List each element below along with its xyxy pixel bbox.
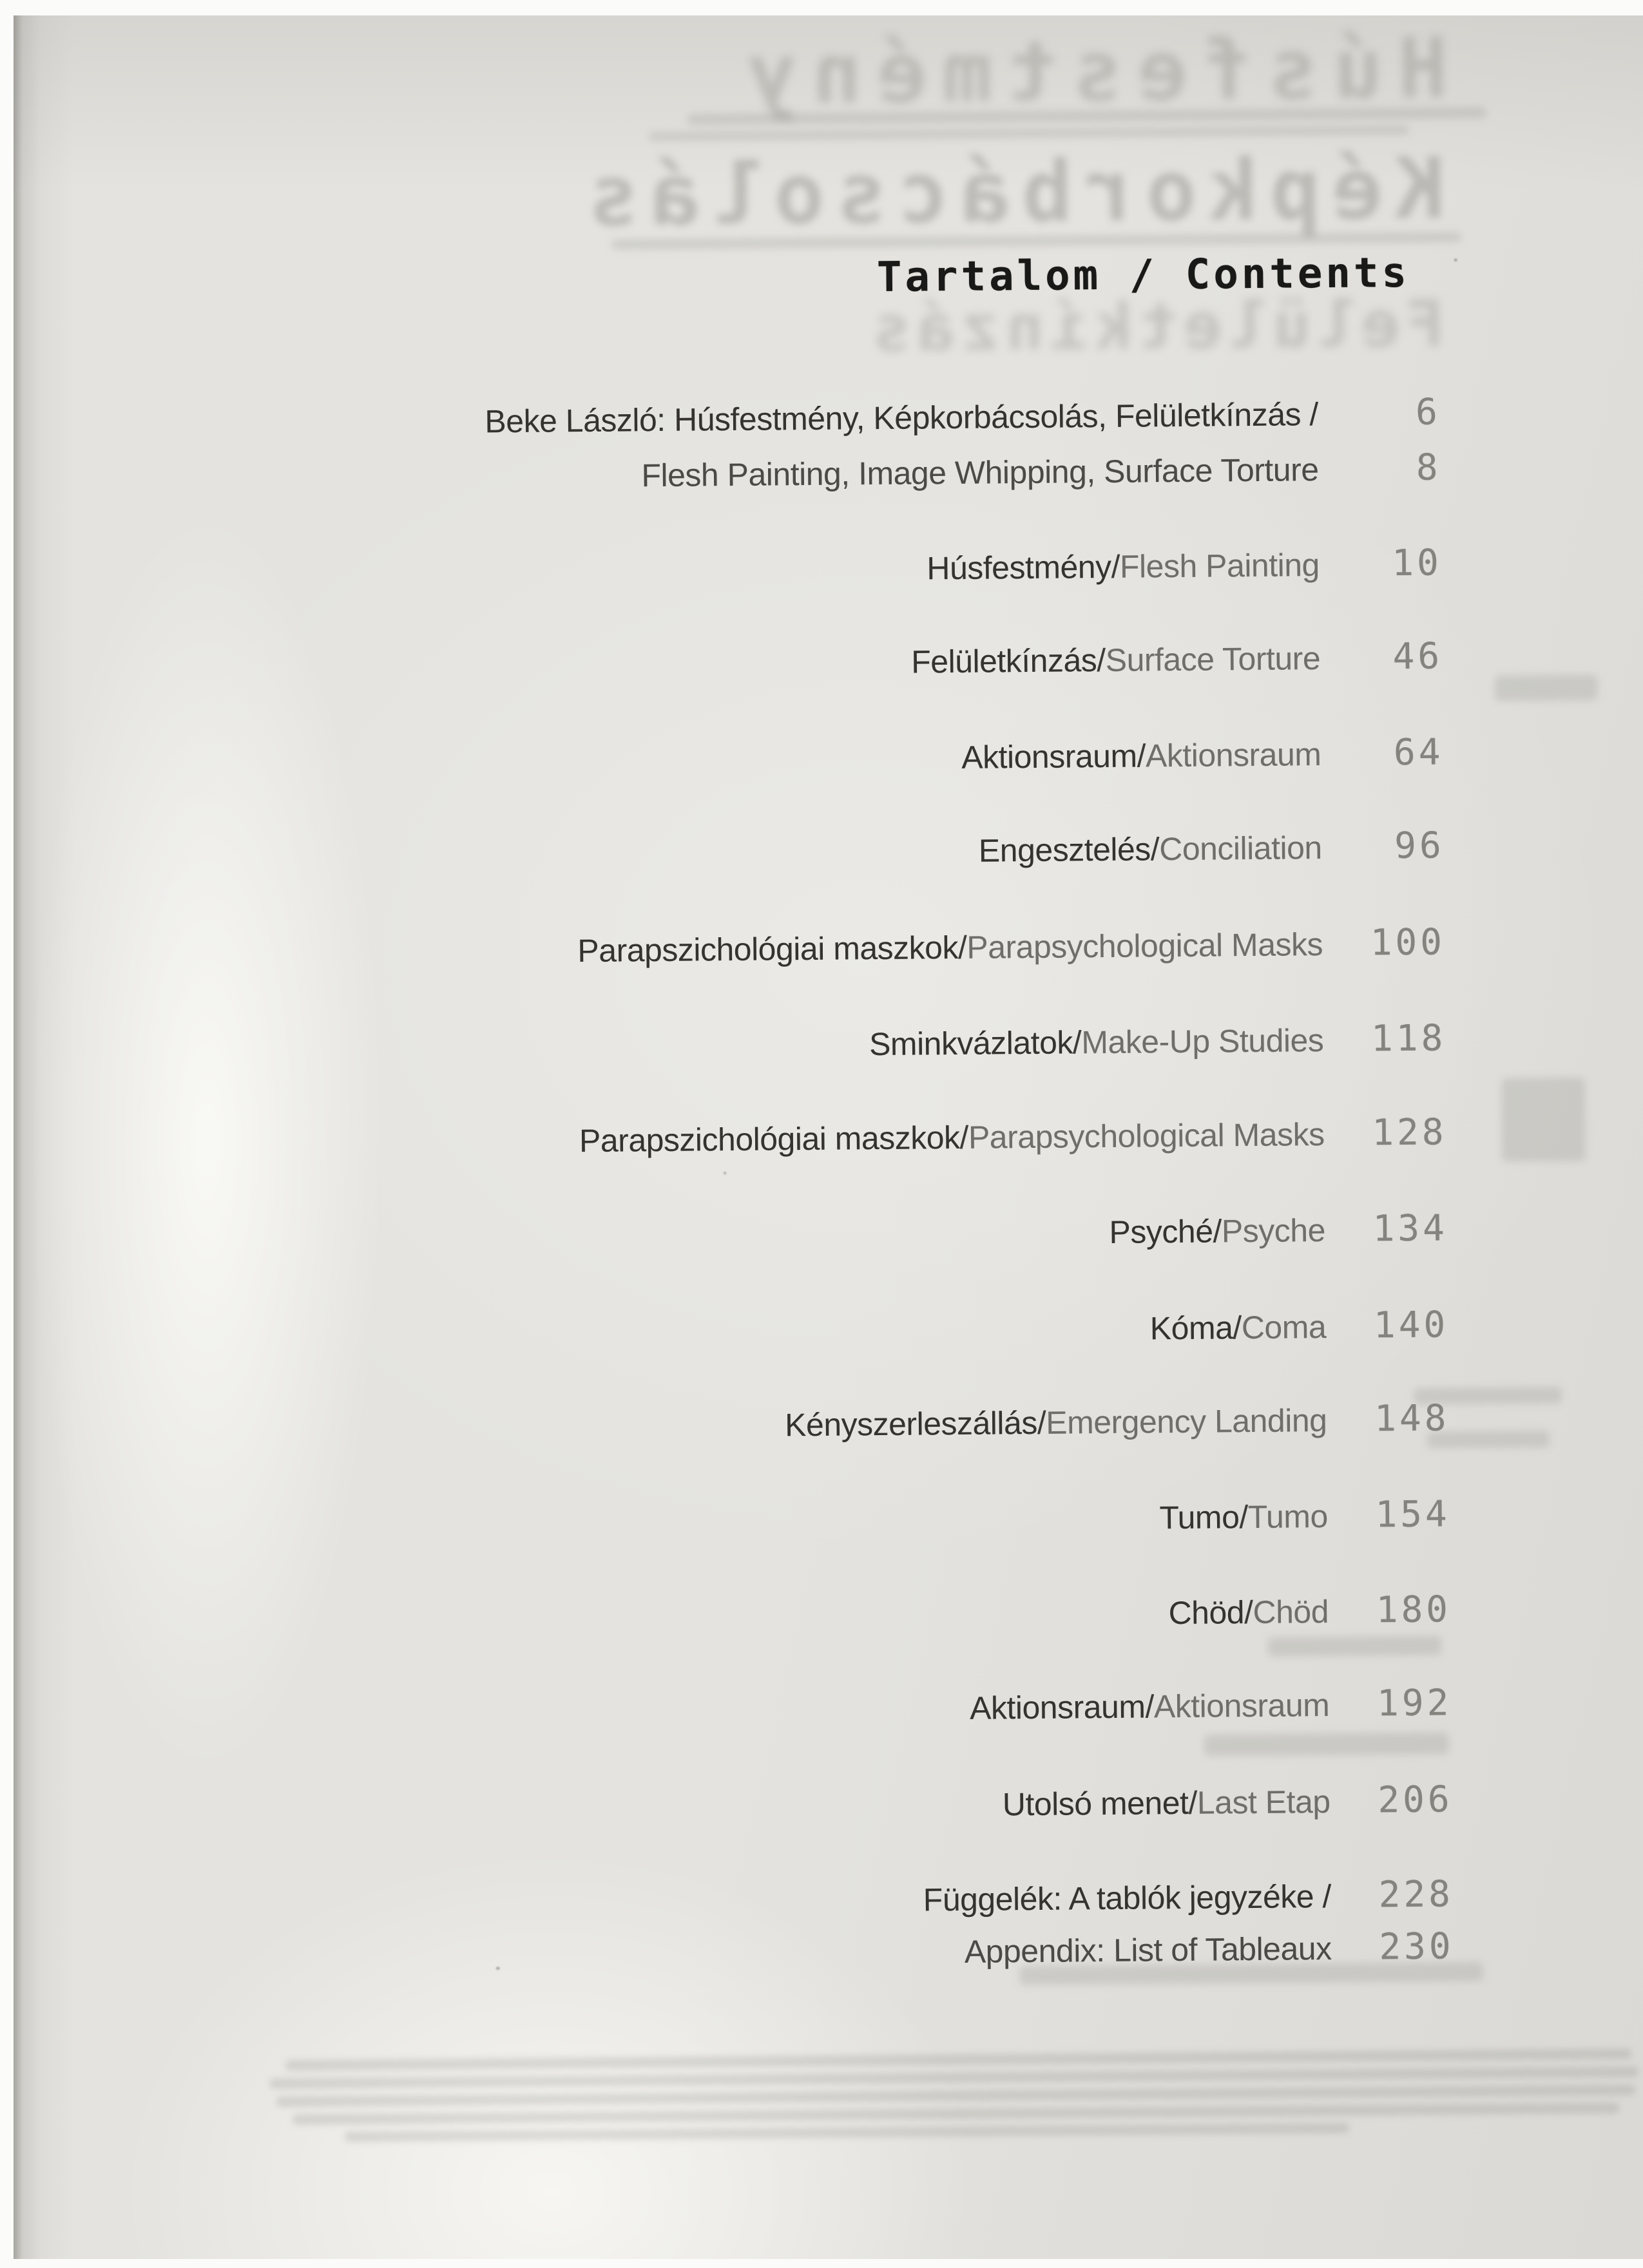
toc-entry-hungarian: Aktionsraum	[961, 738, 1137, 776]
toc-entry-page-number: 64	[1393, 731, 1444, 774]
dust-speck	[1454, 258, 1457, 262]
toc-entry	[7, 1874, 1454, 1928]
toc-entry	[5, 1590, 1451, 1643]
toc-entry-separator: /	[959, 1119, 969, 1156]
toc-entry-page-number: 134	[1372, 1207, 1448, 1250]
toc-entry	[4, 1494, 1450, 1548]
toc-entry-english: Parapsychological Masks	[968, 1116, 1325, 1156]
toc-entry-hungarian: Kényszerleszállás	[784, 1404, 1038, 1444]
toc-entry-english: Conciliation	[1158, 830, 1322, 868]
toc-entry-hungarian: Sminkvázlatok	[869, 1024, 1073, 1063]
toc-entry-separator: /	[1097, 642, 1106, 679]
toc-entry	[0, 543, 1442, 596]
toc-entry-hungarian: Chöd	[1168, 1594, 1245, 1632]
toc-entry-page-number: 8	[1416, 446, 1441, 489]
toc-entry-page-number: 192	[1376, 1682, 1452, 1725]
toc-entry-english: Emergency Landing	[1045, 1402, 1327, 1441]
toc-entry-hungarian: Beke László: Húsfestmény, Képkorbácsolás, Felületkínzás /	[485, 396, 1319, 440]
toc-entry-page-number: 140	[1373, 1304, 1449, 1347]
toc-entry-english: Parapsychological Masks	[966, 926, 1323, 966]
toc-entry-english: Flesh Painting, Image Whipping, Surface Torture	[641, 452, 1319, 494]
toc-entry-hungarian: Felületkínzás	[910, 642, 1097, 680]
toc-entry-hungarian: Tumo	[1159, 1499, 1240, 1536]
dust-speck	[724, 1172, 726, 1174]
toc-entry-page-number: 148	[1374, 1397, 1450, 1440]
toc-entry-page-number: 100	[1370, 921, 1446, 964]
toc-entry-page-number: 96	[1394, 824, 1445, 868]
toc-entry-hungarian: Függelék: A tablók jegyzéke /	[923, 1878, 1332, 1918]
toc-entry	[0, 448, 1441, 501]
toc-entry	[1, 1208, 1448, 1262]
show-through-title-word: Képkorbácsolás	[575, 139, 1445, 245]
toc-entry-english: Psyche	[1221, 1212, 1326, 1250]
toc-entry-separator: /	[1111, 548, 1120, 585]
toc-entry-hungarian: Utolsó menet	[1002, 1784, 1189, 1823]
toc-entry-english: Tumo	[1247, 1498, 1328, 1536]
toc-entry	[2, 1305, 1448, 1358]
toc-entry-hungarian: Parapszichológiai maszkok	[579, 1119, 960, 1159]
toc-entry-english: Aktionsraum	[1145, 736, 1321, 774]
toc-entry-separator: /	[1239, 1499, 1249, 1536]
toc-entry-hungarian: Kóma	[1149, 1310, 1233, 1347]
toc-entry-english: Aktionsraum	[1153, 1686, 1330, 1725]
toc-entry-separator: /	[1244, 1594, 1253, 1631]
toc-entry-english: Make-Up Studies	[1081, 1022, 1324, 1061]
toc-entry-separator: /	[1145, 1688, 1155, 1725]
toc-entry-page-number: 154	[1375, 1493, 1450, 1536]
toc-entry-separator: /	[1150, 831, 1160, 868]
page-title: Tartalom / Contents	[876, 249, 1410, 302]
toc-entry-page-number: 10	[1392, 542, 1443, 585]
toc-entry	[5, 1683, 1452, 1737]
toc-entry-hungarian: Aktionsraum	[969, 1688, 1146, 1726]
toc-entry-page-number: 230	[1379, 1925, 1454, 1968]
toc-entry-english: Appendix: List of Tableaux	[964, 1930, 1332, 1970]
toc-entry-page-number: 180	[1376, 1588, 1452, 1632]
toc-entry-english: Surface Torture	[1105, 640, 1321, 678]
toc-entry	[0, 392, 1441, 446]
toc-entry	[7, 1927, 1454, 1980]
toc-entry-separator: /	[1072, 1024, 1082, 1061]
toc-entry	[6, 1780, 1452, 1833]
toc-entry	[0, 826, 1445, 879]
toc-entry-hungarian: Psyché	[1109, 1213, 1213, 1250]
toc-entry-hungarian: Engesztelés	[978, 831, 1151, 869]
toc-entry	[0, 922, 1445, 976]
toc-entry-separator: /	[1037, 1404, 1046, 1441]
dust-speck	[496, 1967, 500, 1970]
toc-entry-page-number: 6	[1415, 391, 1441, 434]
toc-entry-english: Coma	[1241, 1309, 1327, 1346]
toc-entry-page-number: 118	[1370, 1017, 1446, 1060]
toc-entry-separator: /	[957, 929, 967, 966]
toc-entry-hungarian: Parapszichológiai maszkok	[577, 929, 959, 969]
toc-entry-page-number: 128	[1372, 1111, 1447, 1154]
toc-entry	[0, 1112, 1446, 1166]
toc-entry-page-number: 46	[1392, 635, 1443, 678]
toc-entry-english: Chöd	[1253, 1593, 1329, 1631]
toc-entry-page-number: 228	[1378, 1873, 1454, 1916]
show-through-title-word: Húsfestmény	[731, 21, 1448, 123]
toc-entry-separator: /	[1137, 738, 1146, 774]
toc-entry	[3, 1398, 1449, 1452]
show-through-title-word: Felületkínzás	[865, 287, 1445, 367]
toc-entry-english: Last Etap	[1196, 1783, 1331, 1821]
toc-entry-separator: /	[1188, 1784, 1198, 1821]
toc-entry-hungarian: Húsfestmény	[927, 548, 1111, 587]
toc-entry	[0, 1018, 1446, 1072]
toc-entry	[0, 732, 1444, 786]
toc-entry-separator: /	[1233, 1310, 1242, 1346]
toc-entry-separator: /	[1213, 1213, 1222, 1250]
toc-entry-page-number: 206	[1378, 1778, 1453, 1822]
toc-entry-english: Flesh Painting	[1119, 547, 1320, 585]
toc-entry	[0, 636, 1443, 690]
